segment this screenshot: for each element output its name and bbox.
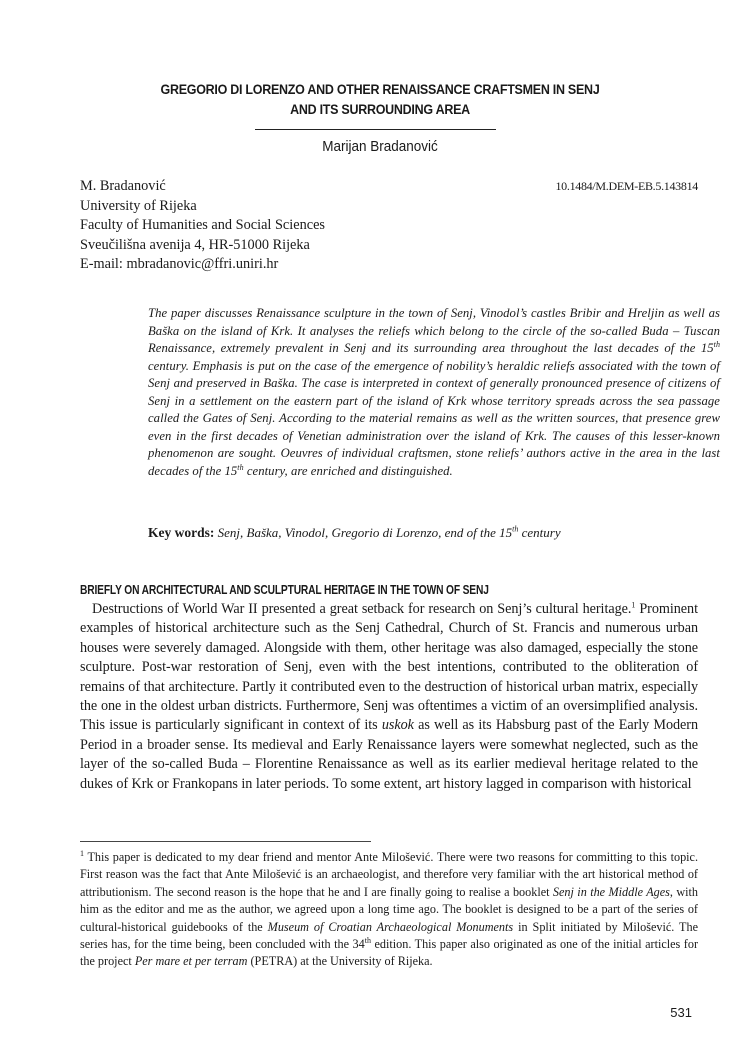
ordinal-superscript: th: [237, 462, 244, 472]
affiliation-email: E-mail: mbradanovic@ffri.uniri.hr: [80, 256, 279, 272]
abstract-text: century. Emphasis is put on the case of the emergence of nobility’s heraldic reliefs associated with the town of Senj and preserved in Baška. The case is interpreted in context of generally pronounced presence of citizens of Senj in a settlement on the eastern part of the island of Krk whose territory spreads across the sea passage called the Gates of Senj. According to the material remains as well as the written sources, that presence grew even in the first decades of Venetian administration over the island of Krk. The causes of this lesser-known phenomenon are sought. Oeuvres of individual craftsmen, stone reliefs’ authors active in the area in the last decades of the 15: [148, 358, 720, 478]
paper-title-line-2: AND ITS SURROUNDING AREA: [290, 102, 470, 118]
footnote-italic: Senj in the Middle Ages: [552, 884, 670, 899]
footnote-italic: Museum of Croatian Archaeological Monuments: [267, 919, 514, 934]
footnote-number: 1: [80, 848, 84, 858]
ordinal-superscript: th: [364, 935, 371, 945]
body-text: Prominent examples of historical architecture such as the Senj Cathedral, Church of St. Francis and numerous urban houses were severely damaged. Alongside with them, other heritage was also damaged, especially the stone sculpture. Post-war restoration of Senj, even with the best intentions, contributed to the obliteration of remains of that architecture. Partly it contributed even to the destruction of historical urban matrix, especially the one in the oldest urban districts. Furthermore, Senj was oftentimes a victim of an oversimplified analysis. This issue is particularly significant in context of its: [80, 601, 698, 734]
affiliation-faculty: Faculty of Humanities and Social Sciences: [80, 217, 325, 233]
author-name: Marijan Bradanović: [322, 138, 438, 155]
footnote-text: , with him as the editor and me as the author, we agreed upon a long time ago. The booklet is designed to be a part of the series of cultural-historical guidebooks of the: [80, 884, 699, 934]
ordinal-superscript: th: [713, 339, 720, 349]
footnote-divider: [80, 841, 371, 842]
footnote-text: This paper is dedicated to my dear friend and mentor Ante Milošević. There were two reasons for committing to this topic. First reason was the fact that Ante Milošević is an archaeologist, and therefore very familiar with the art historical method of attributionism. The second reason is the hope that he and I are finally going to realise a booklet: [80, 850, 698, 899]
abstract-text: century, are enriched and distinguished.: [243, 463, 453, 478]
abstract: [148, 305, 720, 480]
paper-title: [116, 80, 644, 120]
affiliation-university: University of Rijeka: [80, 197, 197, 214]
keywords: [148, 524, 561, 542]
body-text: as well as its Habsburg past of the Early Modern Period in a broader sense. Its medieval and Early Renaissance layers were somewhat neglected, such as the layer of the so-called Buda – Florentine Renaissance as well as its earlier medieval heritage related to the dukes of Krk or Frankopans in later periods. To some extent, art history lagged in comparison with historical: [80, 717, 698, 792]
keywords-value: century: [518, 525, 561, 540]
footnote-text: (PETRA) at the University of Rijeka.: [247, 954, 433, 969]
affiliation-address: Sveučilišna avenija 4, HR-51000 Rijeka: [80, 236, 310, 253]
body-text: Destructions of World War II presented a great setback for research on Senj’s cultural heritage.: [92, 601, 632, 617]
body-text-italic: uskok: [381, 717, 414, 734]
footnote-reference[interactable]: 1: [631, 600, 636, 610]
author-affiliation: [80, 177, 325, 275]
abstract-text: The paper discusses Renaissance sculpture in the town of Senj, Vinodol’s castles Bribir and Hreljin as well as Baška on the island of Krk. It analyses the reliefs which belong to the circle of the so-called Buda – Tuscan Renaissance, extremely prevalent in Senj and its surrounding area throughout the last decades of the 15: [148, 306, 720, 355]
paper-title-line-1: GREGORIO DI LORENZO AND OTHER RENAISSANCE CRAFTSMEN IN SENJ: [160, 82, 600, 98]
page-number: 531: [670, 1005, 692, 1020]
section-heading: BRIEFLY ON ARCHITECTURAL AND SCULPTURAL HERITAGE IN THE TOWN OF SENJ: [80, 583, 489, 597]
footnote: [80, 849, 698, 971]
footnote-italic: Per mare et per terram: [134, 954, 248, 969]
keywords-value: Senj, Baška, Vinodol, Gregorio di Lorenzo, end of the 15: [214, 525, 513, 540]
affiliation-name: M. Bradanović: [80, 178, 166, 194]
doi: 10.1484/M.DEM-EB.5.143814: [555, 179, 698, 193]
footnote-text: in Split initiated by Milošević. The series has, for the time being, been concluded with the 34: [80, 919, 699, 952]
footnote-text: edition. This paper also originated as one of the initial articles for the project: [80, 937, 698, 969]
keywords-label: Key words:: [148, 525, 215, 540]
ordinal-superscript: th: [512, 524, 519, 534]
title-divider: [255, 129, 496, 130]
body-paragraph: [80, 600, 698, 794]
